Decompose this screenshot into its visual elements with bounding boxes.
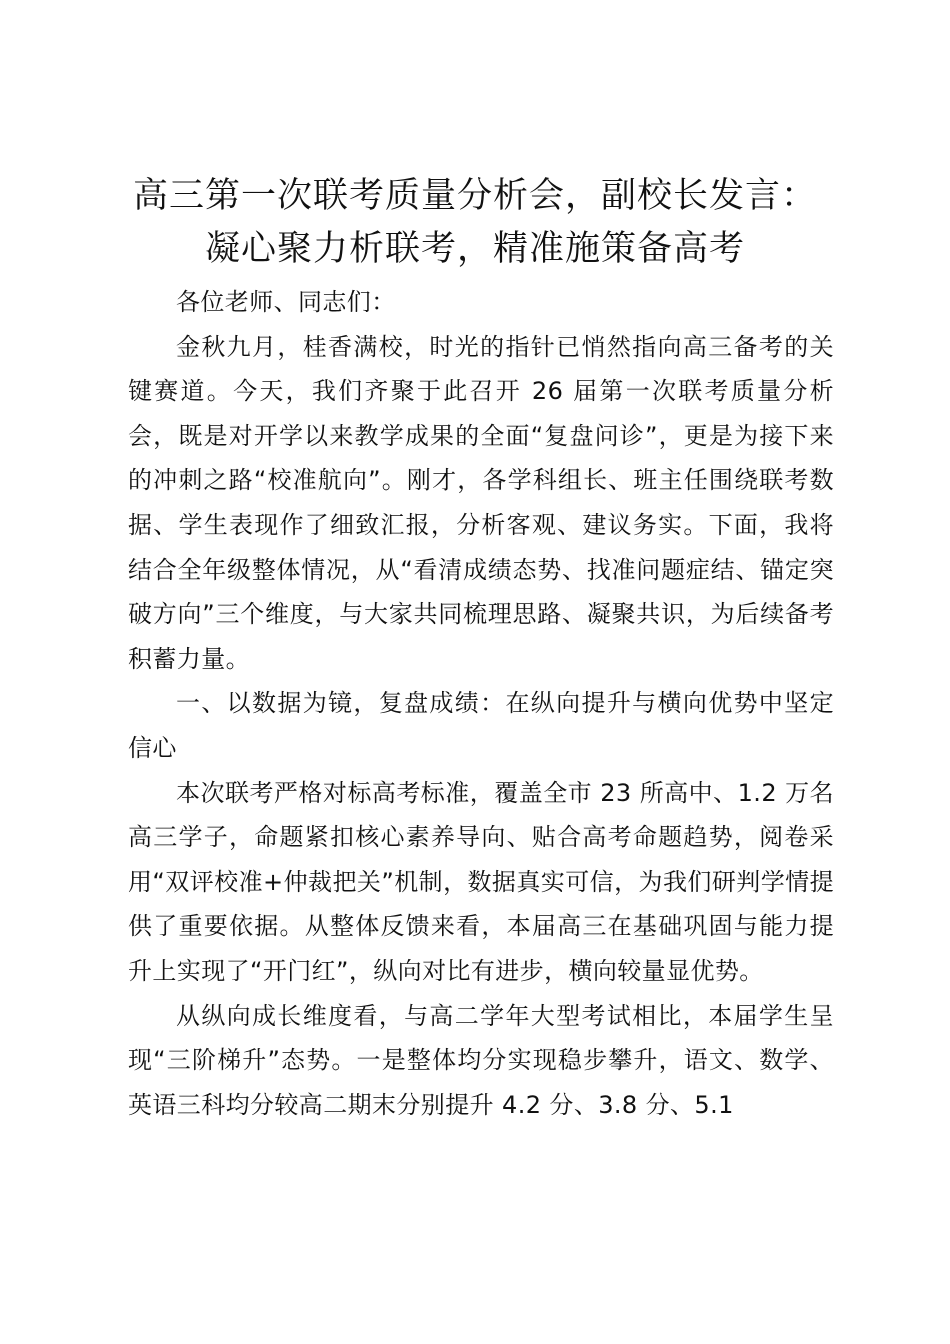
paragraph-intro: 金秋九月，桂香满校，时光的指针已悄然指向高三备考的关键赛道。今天，我们齐聚于此召开 26 届第一次联考质量分析会，既是对开学以来教学成果的全面“复盘问诊”，更是为接下来的冲刺之路“校准航向”。刚才，各学科组长、班主任围绕联考数据、学生表现作了细致汇报，分析客观、建议务实。下面，我将结合全年级整体情况，从“看清成绩态势、找准问题症结、锚定突破方向”三个维度，与大家共同梳理思路、凝聚共识，为后续备考积蓄力量。 bbox=[128, 332, 834, 673]
document-title: 高三第一次联考质量分析会，副校长发言：凝心聚力析联考，精准施策备高考 bbox=[132, 176, 817, 269]
section-heading-1: 一、以数据为镜，复盘成绩：在纵向提升与横向优势中坚定信心 bbox=[128, 689, 834, 762]
document-body bbox=[128, 280, 834, 1127]
greeting-line: 各位老师、同志们： bbox=[176, 288, 396, 316]
paragraph-overview: 本次联考严格对标高考标准，覆盖全市 23 所高中、1.2 万名高三学子，命题紧扣核心素养导向、贴合高考命题趋势，阅卷采用“双评校准+仲裁把关”机制，数据真实可信，为我们研判学情提供了重要依据。从整体反馈来看，本届高三在基础巩固与能力提升上实现了“开门红”，纵向对比有进步，横向较量显优势。 bbox=[128, 778, 834, 985]
paragraph-vertical-growth: 从纵向成长维度看，与高二学年大型考试相比，本届学生呈现“三阶梯升”态势。一是整体均分实现稳步攀升，语文、数学、英语三科均分较高二期末分别提升 4.2 分、3.8 分、5.1 bbox=[128, 1001, 834, 1119]
